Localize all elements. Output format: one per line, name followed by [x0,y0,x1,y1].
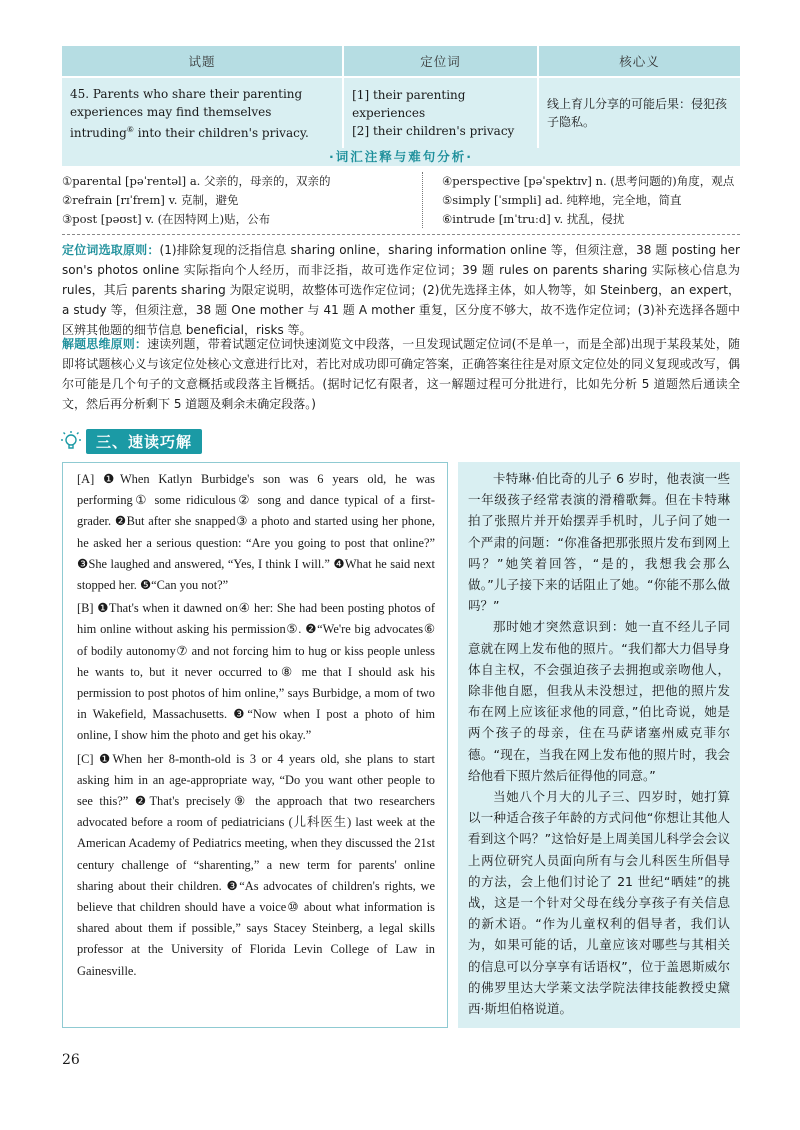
section-header [60,428,230,454]
table-header: 核心义 [538,46,740,77]
question-table [62,46,740,148]
vocab-section-title: ·词汇注释与难句分析· [62,148,740,166]
vocab-divider [422,172,429,228]
core-meaning-cell: 线上育儿分享的可能后果：侵犯孩子隐私。 [538,77,740,148]
lightbulb-icon [60,430,82,452]
paragraph-a: [A] ❶When Katlyn Burbidge's son was 6 years old, he was performing① some ridiculous② song and dance typical of a first-grader. ❷But after she snapped③ a photo and started using her phone, he asked her a serious question: “Are you going to post that online?” ❸She laughed and answered, “Yes, I think I will.” ❹What he said next stopped her. ❺“Can you not?” [77,472,435,593]
principle-text: (1)排除复现的泛指信息 sharing online，sharing information online 等，但须注意，38 题 posting her son's photos online 实际指向个人经历，而非泛指，故可选作定位词；39 题 rules on parents sharing 实际核心信息为 rules，其后 parents sharing 为限定说明，故整体可选作定位词；(2)优先选择主体，如人物等，如 Steinberg，an expert，a study 等，但须注意，38 题 One mother 与 41 题 A mother 重复，区分度不够大，故不选作定位词；(3)补充选择各题中区辨其他题的细节信息 beneficial，risks 等。 [62,243,740,337]
question-cell: 45. Parents who share their parenting experiences may find themselves intruding⑥ into their children's privacy. [62,77,343,148]
vocab-item: ①parental [pəˈrentəl] a. 父亲的，母亲的，双亲的 [62,174,331,188]
principle-heading: 定位词选取原则： [62,243,160,257]
paragraph-b: [B] ❶That's when it dawned on④ her: She had been posting photos of him online without asking his permission⑤. ❷“We're big advocates⑥ of bodily autonomy⑦ and not forcing him to hug or kiss people unless he wants to, but it never occurred to⑧ me that I should ask his permission to post photos of him online,” says Burbidge, a mom of two in Wakefield, Massachusetts. ❸“Now when I post a photo of him online, I show him the photo and get his okay.” [77,601,435,743]
divider [62,234,740,235]
translation-paragraph: 那时她才突然意识到：她一直不经儿子同意就在网上发布他的照片。“我们都大力倡导身体自主权，不会强迫孩子去拥抱或亲吻他人，除非他自愿，但我从未没想过，把他的照片发布在网上应该征求他的同意，”伯比奇说，她是两个孩子的母亲，住在马萨诸塞州威克菲尔德。“现在，当我在网上发布他的照片时，我会给他看下照片然后征得他的同意。” [468,619,730,783]
question-text: 45. Parents who share their parenting experiences may find themselves intruding [70,86,303,140]
section-title: 三、速读巧解 [86,429,202,454]
translation-paragraph: 卡特琳·伯比奇的儿子 6 岁时，他表演一些一年级孩子经常表演的滑稽歌舞。但在卡特琳拍了张照片并开始摆弄手机时，儿子问了她一个严肃的问题：“你准备把那张照片发布到网上吗？”她笑着回答，“是的，我想我会那么做。”儿子接下来的话阻止了她。“你能不那么做吗？” [468,471,730,614]
chinese-translation [458,462,740,1028]
locator-cell [343,77,538,148]
vocab-column-left [62,172,402,229]
vocab-item: ②refrain [rɪˈfreɪn] v. 克制，避免 [62,193,239,207]
vocab-item: ③post [pəʊst] v. (在因特网上)贴，公布 [62,212,271,226]
method-heading: 解题思维原则： [62,337,148,351]
english-passage [62,462,448,1028]
locator-item: [2] their children's privacy [352,124,515,138]
question-tail: into their children's privacy. [137,125,309,140]
translation-paragraph: 当她八个月大的儿子三、四岁时，她打算以一种适合孩子年龄的方式问他“你想让其他人看到这个吗？”这恰好是上周美国儿科学会会议上两位研究人员面向所有与会儿科医生所倡导的方法，会上他们讨论了 21 世纪“晒娃”的挑战，这是一个针对父母在线分享孩子有关信息的新术语。“作为儿童权利的倡导者，我们认为，如果可能的话，儿童应该对哪些与其相关的信息可以分享享有话语权”，位于盖恩斯威尔的佛罗里达大学莱文法学院法律技能教授史黛西·斯坦伯格说道。 [468,789,730,1017]
vocab-item: ⑤simply [ˈsɪmpli] ad. 纯粹地，完全地，简直 [442,193,682,207]
table-row [62,77,740,148]
table-header: 试题 [62,46,343,77]
table-header-row [62,46,740,77]
vocab-item: ④perspective [pəˈspektɪv] n. (思考问题的)角度，观点 [442,174,735,188]
method-principle [62,334,740,414]
vocab-item: ⑥intrude [ɪnˈtruːd] v. 扰乱，侵扰 [442,212,625,226]
vocab-column-right [442,172,742,229]
locator-principle [62,240,740,340]
table-header: 定位词 [343,46,538,77]
method-text: 速读列题，带着试题定位词快速浏览文中段落，一旦发现试题定位词(不是单一，而是全部)出现于某段某处，随即将试题核心义与该定位处核心文意进行比对，若比对成功即可确定答案，正确答案往往是对原文定位处的同义复现或改写，偶尔可能是几个句子的文意概括或段落主旨概括。(据时记忆有限者，这一解题过程可分批进行，比如先分析 5 道题然后通读全文，然后再分析剩下 5 道题及剩余未确定段落。) [62,337,740,411]
page-number: 26 [62,1052,80,1068]
locator-item: [1] their parenting experiences [352,88,466,120]
paragraph-c: [C] ❶When her 8-month-old is 3 or 4 years old, she plans to start asking him in an age-appropriate way, “Do you want other people to see this?” ❷That's precisely⑨ the approach that two researchers advocated before a room of pediatricians (儿科医生) last week at the American Academy of Pediatrics meeting, when they discussed the 21st century challenge of “sharenting,” a new term for parents' online sharing about their children. ❸“As advocates of children's rights, we believe that children should have a voice⑩ about what information is shared about them if possible,” says Stacey Steinberg, a legal skills professor at the University of Florida Levin College of Law in Gainesville. [77,751,435,978]
